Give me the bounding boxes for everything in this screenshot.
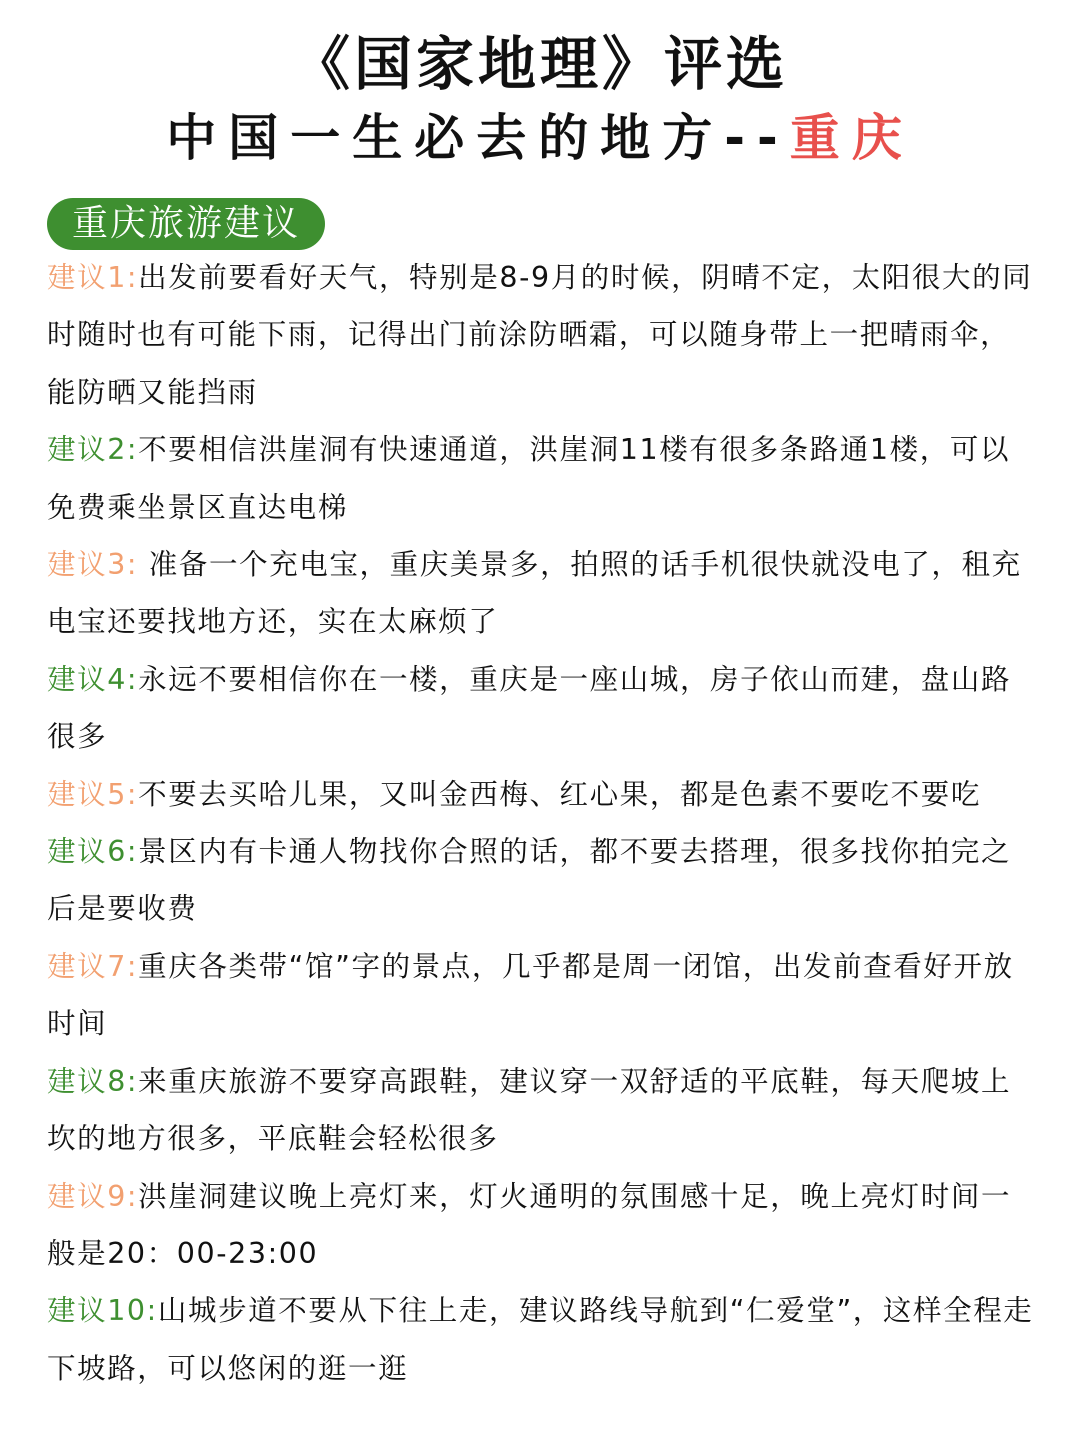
tip-label: 建议2: (47, 433, 139, 467)
tip-label: 建议5: (47, 777, 139, 811)
tip-label: 建议9: (47, 1179, 139, 1213)
section-label-pill: 重庆旅游建议 (47, 198, 325, 250)
tip-item-3 (47, 536, 1037, 651)
tip-item-2 (47, 421, 1037, 536)
tip-label: 建议1: (47, 261, 139, 294)
tip-text: 永远不要相信你在一楼，重庆是一座山城，房子依山而建，盘山路很多 (47, 662, 1012, 754)
tip-label: 建议6: (47, 835, 139, 869)
tip-text: 准备一个充电宝，重庆美景多，拍照的话手机很快就没电了，租充电宝还要找地方还，实在太麻烦了 (47, 548, 1022, 639)
tip-text: 景区内有卡通人物找你合照的话，都不要去搭理，很多找你拍完之后是要收费 (47, 835, 1012, 926)
tip-text: 山城步道不要从下往上走，建议路线导航到“仁爱堂”，这样全程走下坡路，可以悠闲的逛一逛 (47, 1294, 1034, 1385)
tip-text: 洪崖洞建议晚上亮灯来，灯火通明的氛围感十足，晚上亮灯时间一般是20：00-23:00 (47, 1179, 1012, 1270)
tips-list (47, 249, 1037, 1397)
page-subtitle (0, 104, 1080, 172)
tip-item-1 (47, 249, 1037, 421)
tip-item-6 (47, 823, 1037, 938)
page-title: 《国家地理》评选 (291, 30, 788, 98)
tip-label: 建议3: (47, 548, 139, 582)
tip-item-9 (47, 1168, 1037, 1283)
tip-item-8 (47, 1053, 1037, 1168)
tip-text: 出发前要看好天气，特别是8-9月的时候，阴晴不定，太阳很大的同时随时也有可能下雨，记得出门前涂防晒霜，可以随身带上一把晴雨伞，能防晒又能挡雨 (47, 261, 1033, 409)
tip-text: 不要相信洪崖洞有快速通道，洪崖洞11楼有很多条路通1楼，可以免费乘坐景区直达电梯 (47, 433, 1011, 524)
tip-label: 建议4: (47, 662, 139, 696)
tip-item-7 (47, 938, 1037, 1053)
tip-label: 建议8: (47, 1064, 139, 1098)
subtitle-prefix: 中国一生必去的地方-- (166, 109, 790, 167)
tip-item-5 (47, 766, 1037, 823)
tip-item-10 (47, 1282, 1037, 1397)
tip-text: 不要去买哈儿果，又叫金西梅、红心果，都是色素不要吃不要吃 (138, 777, 981, 811)
tip-label: 建议10: (47, 1294, 158, 1328)
tip-label: 建议7: (47, 949, 139, 983)
tip-text: 来重庆旅游不要穿高跟鞋，建议穿一双舒适的平底鞋，每天爬坡上坎的地方很多，平底鞋会轻松很多 (47, 1064, 1012, 1156)
subtitle-city: 重庆 (789, 109, 914, 167)
tip-item-4 (47, 651, 1037, 766)
tip-text: 重庆各类带“馆”字的景点，几乎都是周一闭馆，出发前查看好开放时间 (47, 949, 1014, 1041)
